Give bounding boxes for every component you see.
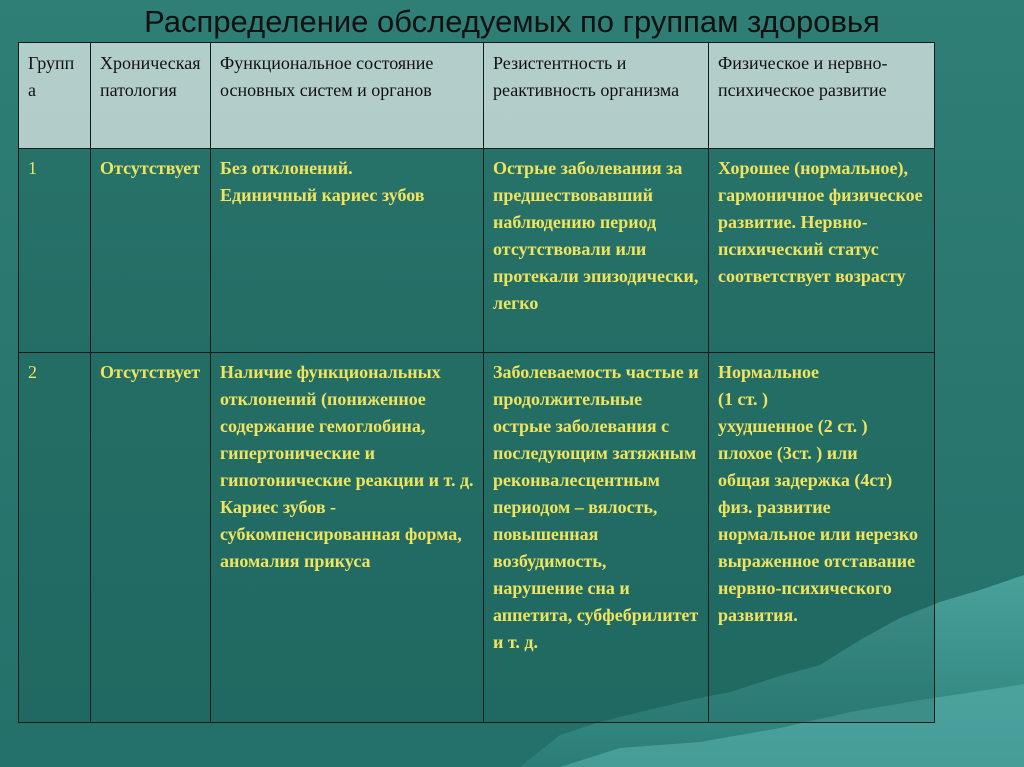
cell-chronic: Отсутствует [91,149,211,353]
cell-line: общая задержка (4ст) [718,470,893,490]
cell-functional [211,149,484,353]
cell-line: ухудшенное (2 ст. ) [718,416,868,436]
cell-line: (1 ст. ) [718,389,768,409]
cell-line: плохое (3ст. ) или [718,443,858,463]
cell-line: Нормальное [718,362,820,382]
header-group: Группа [19,43,91,149]
table-row [19,353,935,723]
cell-group: 1 [19,149,91,353]
cell-development: Хорошее (нормальное), гармоничное физическое развитие. Нервно-психический статус соответствует возрасту [709,149,935,353]
cell-line: Без отклонений. [220,158,353,178]
cell-line: Наличие функциональных отклонений (пониженное содержание гемоглобина, гипертонические и гипотонические реакции и т. д. [220,362,474,490]
cell-chronic: Отсутствует [91,353,211,723]
slide-title: Распределение обследуемых по группам здоровья [144,4,880,39]
table-row [19,149,935,353]
table-header-row [19,43,935,149]
header-development: Физическое и нервно-психическое развитие [709,43,935,149]
health-groups-table [18,42,935,723]
cell-resistance: Заболеваемость частые и продолжительные острые заболевания с последующим затяжным реконвалесцентным периодом – вялость, повышенная возбудимость, нарушение сна и аппетита, субфебрилитет и т. д. [484,353,709,723]
cell-functional [211,353,484,723]
cell-line: Единичный кариес зубов [220,185,425,205]
cell-development [709,353,935,723]
header-chronic-pathology: Хроническая патология [91,43,211,149]
cell-line: Кариес зубов - субкомпенсированная форма, аномалия прикуса [220,497,462,571]
header-resistance: Резистентность и реактивность организма [484,43,709,149]
cell-resistance: Острые заболевания за предшествовавший наблюдению период отсутствовали или протекали эпизодически, легко [484,149,709,353]
cell-line: физ. развитие нормальное или нерезко выраженное отставание нервно-психического развития. [718,497,918,625]
cell-group: 2 [19,353,91,723]
header-functional-state: Функциональное состояние основных систем и органов [211,43,484,149]
